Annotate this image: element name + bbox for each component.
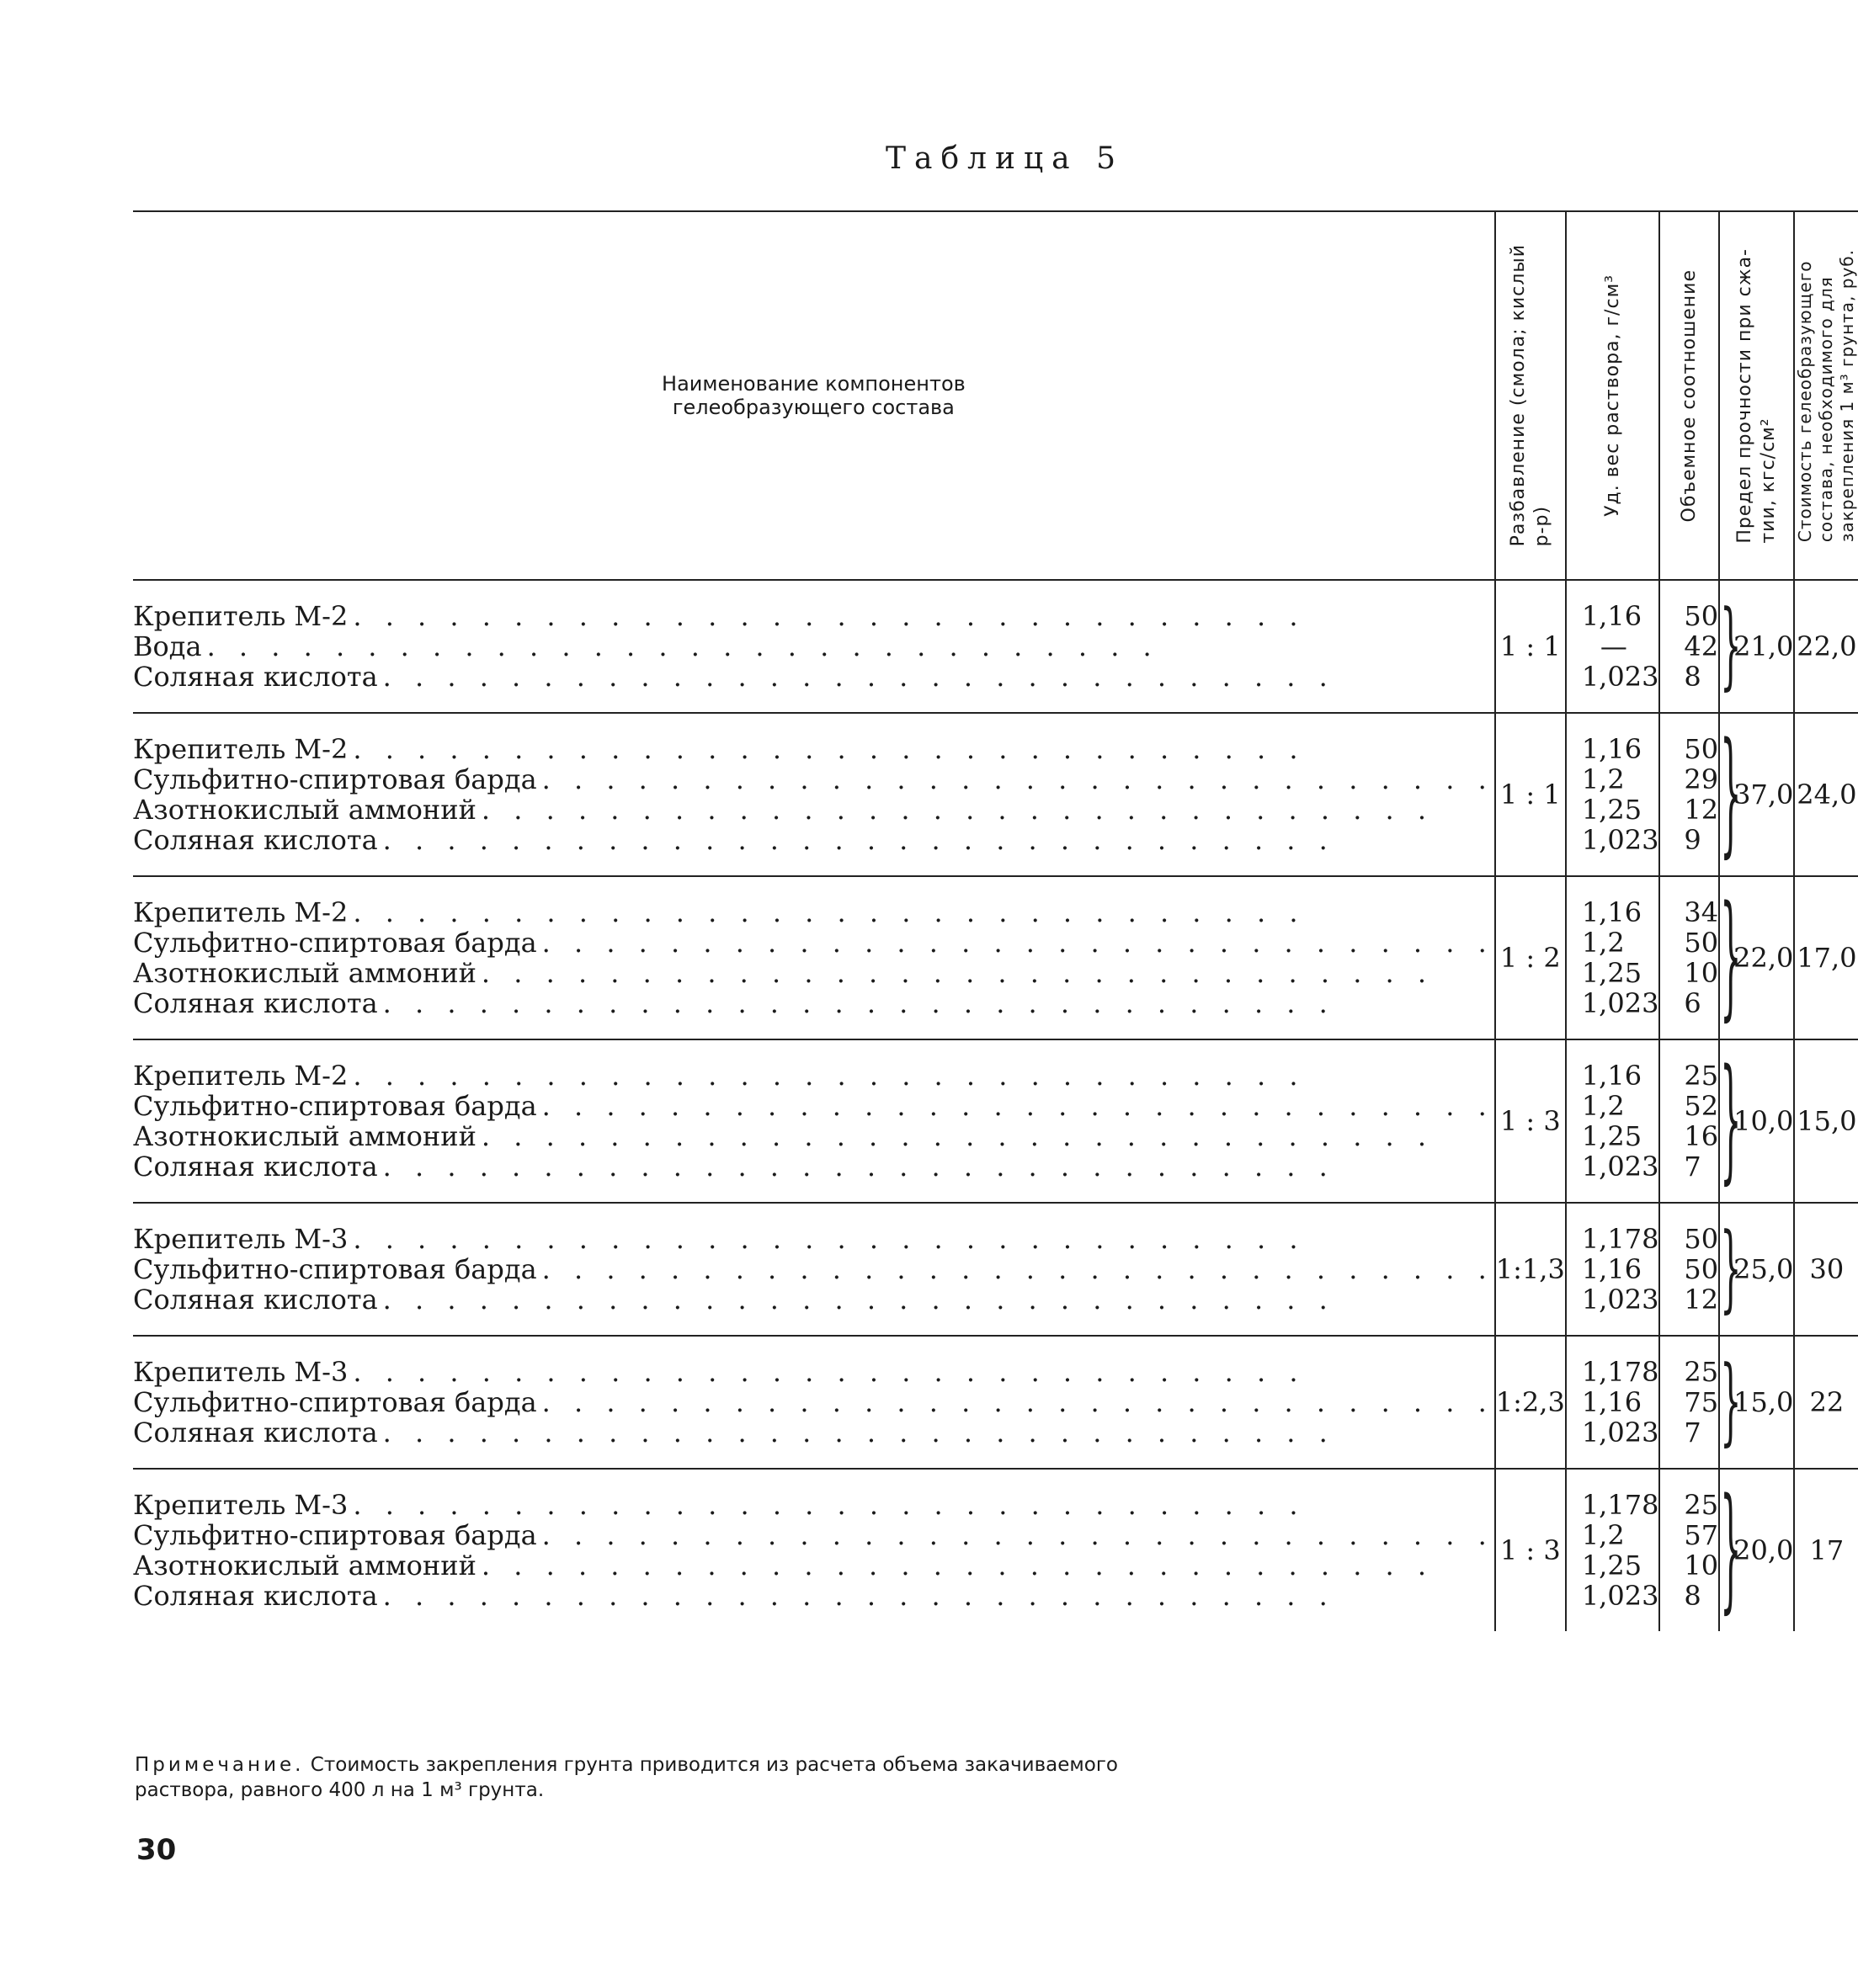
component-name-line (133, 662, 1494, 692)
density-value: 1,16 (1581, 896, 1642, 928)
volume-values (1659, 713, 1719, 876)
volume-values (1659, 580, 1719, 713)
density-value: 1,25 (1581, 794, 1642, 826)
leader-dots: . . . . . . . . . . . . . . . . . . . . . . . . . . . . . . (382, 1417, 1335, 1448)
brace-icon: } (1720, 1473, 1742, 1628)
component-names (133, 580, 1495, 713)
component-name: Крепитель М-2 (133, 733, 349, 765)
density-value: 1,2 (1581, 763, 1625, 795)
cost-value: 30 (1794, 1203, 1858, 1336)
volume-value: 8 (1684, 1580, 1701, 1612)
strength-cell (1719, 1469, 1794, 1631)
component-name: Соляная кислота (133, 661, 378, 693)
component-name: Крепитель М-3 (133, 1356, 349, 1388)
header-density: Уд. вес раствора, г/см³ (1566, 211, 1660, 580)
volume-values (1659, 1039, 1719, 1203)
dilution-value: 1 : 1 (1495, 713, 1566, 876)
volume-value: 25 (1684, 1356, 1719, 1388)
footnote (135, 1752, 1128, 1803)
cost-value: 22,0 (1794, 580, 1858, 713)
cost-value: 17,0 (1794, 876, 1858, 1039)
cost-value: 15,0 (1794, 1039, 1858, 1203)
volume-value: 50 (1684, 1223, 1719, 1255)
leader-dots: . . . . . . . . . . . . . . . . . . . . . . . . . . . . . . (382, 824, 1335, 856)
component-name-line (133, 1417, 1494, 1448)
component-name-line (133, 958, 1494, 988)
volume-value: 29 (1684, 763, 1719, 795)
volume-value: 9 (1684, 824, 1701, 856)
header-name: Наименование компонентов гелеобразующего состава (133, 211, 1495, 580)
volume-value: 34 (1684, 896, 1719, 928)
component-name-line (133, 1060, 1494, 1091)
composition-table (133, 210, 1858, 1631)
component-name-line (133, 734, 1494, 764)
strength-cell (1719, 1039, 1794, 1203)
dilution-value: 1 : 2 (1495, 876, 1566, 1039)
strength-cell (1719, 1203, 1794, 1336)
cost-value: 22 (1794, 1336, 1858, 1469)
strength-value: 15,0 (1733, 1386, 1794, 1418)
dilution-value: 1 : 3 (1495, 1469, 1566, 1631)
component-names (133, 713, 1495, 876)
strength-value: 22,0 (1733, 942, 1794, 974)
component-name: Соляная кислота (133, 1151, 378, 1183)
table-body (133, 580, 1858, 1631)
density-value: 1,023 (1581, 661, 1659, 693)
strength-cell (1719, 876, 1794, 1039)
leader-dots: . . . . . . . . . . . . . . . . . . . . . . . . . . . . . . (353, 600, 1306, 632)
strength-value: 25,0 (1733, 1253, 1794, 1285)
volume-values (1659, 1469, 1719, 1631)
density-values (1566, 1203, 1660, 1336)
component-names (133, 1469, 1495, 1631)
footnote-text: Стоимость закрепления грунта приводится из расчета объема закачиваемого раствора, равного 400 л на 1 м³ грунта. (135, 1754, 1118, 1801)
component-name-line (133, 1254, 1494, 1284)
density-values (1566, 876, 1660, 1039)
density-values (1566, 1039, 1660, 1203)
leader-dots: . . . . . . . . . . . . . . . . . . . . . . . . . . . . . . (481, 1549, 1435, 1581)
density-value: 1,023 (1581, 987, 1659, 1019)
component-name: Вода (133, 630, 202, 662)
density-value: 1,16 (1581, 1386, 1642, 1418)
component-name: Сульфитно-спиртовая барда (133, 927, 537, 959)
density-values (1566, 1469, 1660, 1631)
component-name: Сульфитно-спиртовая барда (133, 763, 537, 795)
density-value: 1,023 (1581, 1284, 1659, 1316)
component-name-line (133, 1091, 1494, 1121)
volume-value: 42 (1684, 630, 1719, 662)
leader-dots: . . . . . . . . . . . . . . . . . . . . . . . . . . . . . . (382, 661, 1335, 693)
brace-icon: } (1720, 1215, 1742, 1324)
component-name-line (133, 795, 1494, 825)
component-name-line (133, 601, 1494, 631)
component-names (133, 1039, 1495, 1203)
component-name: Сульфитно-спиртовая барда (133, 1090, 537, 1122)
volume-values (1659, 1336, 1719, 1469)
density-value: 1,178 (1581, 1356, 1659, 1388)
component-name: Крепитель М-3 (133, 1489, 349, 1521)
dilution-value: 1 : 1 (1495, 580, 1566, 713)
volume-value: 7 (1684, 1417, 1701, 1448)
table-row (133, 713, 1858, 876)
density-value: 1,023 (1581, 1151, 1659, 1183)
brace-icon: } (1720, 880, 1742, 1035)
leader-dots: . . . . . . . . . . . . . . . . . . . . . . . . . . . . . . (382, 1284, 1335, 1316)
leader-dots: . . . . . . . . . . . . . . . . . . . . . . . . . . . . . . (541, 1386, 1494, 1418)
density-value: 1,023 (1581, 824, 1659, 856)
brace-icon: } (1720, 1347, 1742, 1457)
density-value: 1,178 (1581, 1489, 1659, 1521)
component-name-line (133, 1387, 1494, 1417)
component-name-line (133, 1520, 1494, 1550)
component-name: Соляная кислота (133, 1417, 378, 1448)
component-name: Соляная кислота (133, 1284, 378, 1316)
volume-value: 10 (1684, 1549, 1719, 1581)
table-row (133, 580, 1858, 713)
component-name: Крепитель М-3 (133, 1223, 349, 1255)
brace-icon: } (1720, 592, 1742, 701)
component-names (133, 1336, 1495, 1469)
density-value: 1,25 (1581, 957, 1642, 989)
volume-value: 50 (1684, 1253, 1719, 1285)
component-name-line (133, 928, 1494, 958)
volume-value: 12 (1684, 794, 1719, 826)
table-row (133, 1203, 1858, 1336)
density-value: 1,16 (1581, 600, 1642, 632)
brace-icon: } (1720, 717, 1742, 872)
brace-icon: } (1720, 1044, 1742, 1199)
component-name-line (133, 1151, 1494, 1182)
leader-dots: . . . . . . . . . . . . . . . . . . . . . . . . . . . . . . (353, 733, 1306, 765)
density-value: 1,178 (1581, 1223, 1659, 1255)
density-value: 1,023 (1581, 1580, 1659, 1612)
volume-value: 50 (1684, 733, 1719, 765)
leader-dots: . . . . . . . . . . . . . . . . . . . . . . . . . . . . . . (353, 896, 1306, 928)
volume-values (1659, 876, 1719, 1039)
strength-cell (1719, 580, 1794, 713)
leader-dots: . . . . . . . . . . . . . . . . . . . . . . . . . . . . . . (541, 1253, 1494, 1285)
footnote-lead: Примечание. (135, 1754, 305, 1776)
leader-dots: . . . . . . . . . . . . . . . . . . . . . . . . . . . . . . (481, 957, 1435, 989)
component-name-line (133, 1121, 1494, 1151)
density-values (1566, 713, 1660, 876)
component-name-line (133, 897, 1494, 928)
component-name-line (133, 825, 1494, 855)
leader-dots: . . . . . . . . . . . . . . . . . . . . . . . . . . . . . . (541, 1090, 1494, 1122)
density-value: 1,2 (1581, 1519, 1625, 1551)
leader-dots: . . . . . . . . . . . . . . . . . . . . . . . . . . . . . . (541, 1519, 1494, 1551)
leader-dots: . . . . . . . . . . . . . . . . . . . . . . . . . . . . . . (541, 927, 1494, 959)
component-name: Сульфитно-спиртовая барда (133, 1386, 537, 1418)
strength-cell (1719, 713, 1794, 876)
volume-value: 8 (1684, 661, 1701, 693)
density-values (1566, 1336, 1660, 1469)
component-name: Азотнокислый аммоний (133, 957, 476, 989)
density-values (1566, 580, 1660, 713)
density-value: 1,2 (1581, 1090, 1625, 1122)
volume-values (1659, 1203, 1719, 1336)
leader-dots: . . . . . . . . . . . . . . . . . . . . . . . . . . . . . . (353, 1060, 1306, 1092)
strength-value: 21,0 (1733, 630, 1794, 662)
density-value: 1,16 (1581, 1253, 1642, 1285)
component-name-line (133, 764, 1494, 795)
volume-value: 7 (1684, 1151, 1701, 1183)
component-name: Сульфитно-спиртовая барда (133, 1253, 537, 1285)
volume-value: 52 (1684, 1090, 1719, 1122)
volume-value: 10 (1684, 957, 1719, 989)
component-name-line (133, 1550, 1494, 1581)
strength-cell (1719, 1336, 1794, 1469)
header-strength: Предел прочности при сжа- тии, кгс/см² (1719, 211, 1794, 580)
volume-value: 16 (1684, 1120, 1719, 1152)
leader-dots: . . . . . . . . . . . . . . . . . . . . . . . . . . . . . . (353, 1356, 1306, 1388)
component-name: Азотнокислый аммоний (133, 1120, 476, 1152)
table-title: Таблица 5 (886, 141, 1124, 176)
volume-value: 25 (1684, 1489, 1719, 1521)
component-names (133, 876, 1495, 1039)
header-row (133, 211, 1858, 580)
component-name-line (133, 1490, 1494, 1520)
density-value: 1,25 (1581, 1549, 1642, 1581)
volume-value: 25 (1684, 1060, 1719, 1092)
component-name: Крепитель М-2 (133, 600, 349, 632)
volume-value: 50 (1684, 600, 1719, 632)
leader-dots: . . . . . . . . . . . . . . . . . . . . . . . . . . . . . . (353, 1223, 1306, 1255)
leader-dots: . . . . . . . . . . . . . . . . . . . . . . . . . . . . . . (382, 1151, 1335, 1183)
component-name: Сульфитно-спиртовая барда (133, 1519, 537, 1551)
leader-dots: . . . . . . . . . . . . . . . . . . . . . . . . . . . . . . (353, 1489, 1306, 1521)
volume-value: 6 (1684, 987, 1701, 1019)
density-value: 1,25 (1581, 1120, 1642, 1152)
header-volume: Объемное соотношение (1659, 211, 1719, 580)
volume-value: 75 (1684, 1386, 1719, 1418)
component-name: Азотнокислый аммоний (133, 1549, 476, 1581)
table-row (133, 1469, 1858, 1631)
leader-dots: . . . . . . . . . . . . . . . . . . . . . . . . . . . . . . (382, 987, 1335, 1019)
density-value: 1,2 (1581, 927, 1625, 959)
density-value: 1,023 (1581, 1417, 1659, 1448)
component-name: Соляная кислота (133, 824, 378, 856)
header-dilution: Разбавление (смола; кислый р-р) (1495, 211, 1566, 580)
dilution-value: 1:1,3 (1495, 1203, 1566, 1336)
volume-value: 12 (1684, 1284, 1719, 1316)
table-row (133, 1039, 1858, 1203)
leader-dots: . . . . . . . . . . . . . . . . . . . . . . . . . . . . . . (541, 763, 1494, 795)
component-name-line (133, 631, 1494, 662)
strength-value: 37,0 (1733, 779, 1794, 811)
volume-value: 57 (1684, 1519, 1719, 1551)
component-name-line (133, 1357, 1494, 1387)
density-value: — (1600, 630, 1627, 662)
table-row (133, 876, 1858, 1039)
component-name: Соляная кислота (133, 987, 378, 1019)
dilution-value: 1:2,3 (1495, 1336, 1566, 1469)
leader-dots: . . . . . . . . . . . . . . . . . . . . . . . . . . . . . . (206, 630, 1159, 662)
volume-value: 50 (1684, 927, 1719, 959)
strength-value: 20,0 (1733, 1534, 1794, 1566)
component-name: Азотнокислый аммоний (133, 794, 476, 826)
density-value: 1,16 (1581, 733, 1642, 765)
cost-value: 24,0 (1794, 713, 1858, 876)
leader-dots: . . . . . . . . . . . . . . . . . . . . . . . . . . . . . . (481, 1120, 1435, 1152)
density-value: 1,16 (1581, 1060, 1642, 1092)
component-name-line (133, 988, 1494, 1018)
dilution-value: 1 : 3 (1495, 1039, 1566, 1203)
component-name-line (133, 1224, 1494, 1254)
table-row (133, 1336, 1858, 1469)
component-name-line (133, 1581, 1494, 1611)
component-name-line (133, 1284, 1494, 1315)
leader-dots: . . . . . . . . . . . . . . . . . . . . . . . . . . . . . . (382, 1580, 1335, 1612)
strength-value: 10,0 (1733, 1105, 1794, 1137)
component-names (133, 1203, 1495, 1336)
cost-value: 17 (1794, 1469, 1858, 1631)
component-name: Соляная кислота (133, 1580, 378, 1612)
header-cost: Стоимость гелеобразующего состава, необходимого для закрепления 1 м³ грунта, руб. (1794, 211, 1858, 580)
page-number: 30 (136, 1833, 177, 1867)
leader-dots: . . . . . . . . . . . . . . . . . . . . . . . . . . . . . . (481, 794, 1435, 826)
component-name: Крепитель М-2 (133, 896, 349, 928)
component-name: Крепитель М-2 (133, 1060, 349, 1092)
